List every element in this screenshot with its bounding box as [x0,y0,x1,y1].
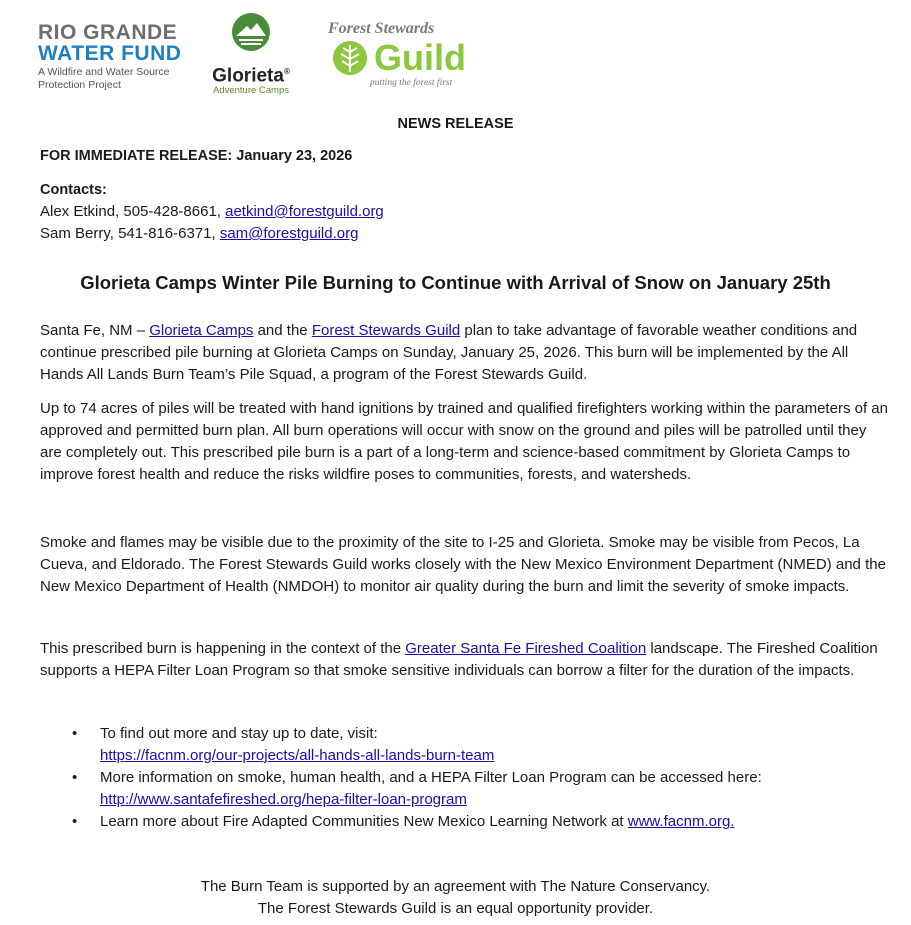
paragraph-fireshed: This prescribed burn is happening in the context of the Greater Santa Fe Fireshed Coalition landscape. The Fireshed Coalition supports a HEPA Filter Loan Program so that smoke sensitive individuals can borrow a filter for the duration of the impacts. [40,640,878,679]
glorieta-logo [196,12,306,96]
forest-stewards-guild-logo [328,20,478,89]
fsg-wordmark: Guild [374,37,466,78]
glorieta-subtitle: Adventure Camps [212,85,290,97]
paragraph-smoke: Smoke and flames may be visible due to the proximity of the site to I-25 and Glorieta. Smoke may be visible from Pecos, La Cueva, and Eldorado. The Forest Stewards Guild works closely with the New Mexico Environment Department (NMED) and the New Mexico Department of Health (NMDOH) to monitor air quality during the burn and limit the severity of smoke impacts. [40,534,886,595]
fsg-tagline: putting the forest first [370,78,453,88]
paragraph-acres: Up to 74 acres of piles will be treated with hand ignitions by trained and qualified firefighters working within the parameters of an approved and permitted burn plan. All burn operations will occur with snow on the ground and piles will be patrolled until they are completely out. This prescribed pile burn is a part of a long-term and science-based commitment by Glorieta Camps to improve forest health and reduce the risks wildfire poses to communities, forests, and watersheds. [40,400,888,483]
hepa-filter-link[interactable]: http://www.santafefireshed.org/hepa-filter-loan-program [100,791,467,808]
bullet-icon: • [72,813,78,830]
release-date: FOR IMMEDIATE RELEASE: January 23, 2026 [40,148,353,164]
bullet-icon: • [72,769,78,786]
logo-banner [36,16,496,96]
burn-team-link[interactable]: https://facnm.org/our-projects/all-hands-all-lands-burn-team [100,747,495,764]
list-item: • To find out more and stay up to date, visit: https://facnm.org/our-projects/all-hands-all-lands-burn-team [72,725,495,764]
forest-stewards-guild-link[interactable]: Forest Stewards Guild [311,322,461,339]
rgwf-line2: WATER FUND [38,42,182,65]
rgwf-tagline-1: A Wildfire and Water Source [38,66,170,78]
list-item: • Learn more about Fire Adapted Communities New Mexico Learning Network at www.facnm.org. [40,811,890,833]
contacts-block [40,179,384,245]
rgwf-line1: RIO GRANDE [38,21,178,44]
leaf-icon [330,38,370,78]
bullet-icon: • [72,725,78,742]
list-item: • More information on smoke, human health, and a HEPA Filter Loan Program can be accessed here: http://www.santafefireshed.org/hepa-filter-loan-program [72,769,762,808]
footer-line-1: The Burn Team is supported by an agreement with The Nature Conservancy. [200,878,711,895]
news-release-label: NEWS RELEASE [397,116,514,132]
fireshed-coalition-link[interactable]: Greater Santa Fe Fireshed Coalition [405,640,647,657]
resource-list [40,723,890,833]
contact-1-email-link[interactable]: aetkind@forestguild.org [225,203,384,220]
paragraph-intro: Santa Fe, NM – Glorieta Camps and the Forest Stewards Guild plan to take advantage of favorable weather conditions and continue prescribed pile burning at Glorieta Camps on Sunday, January 25, 2026. This burn will be implemented by the All Hands All Lands Burn Team’s Pile Squad, a program of the Forest Stewards Guild. [40,322,858,383]
glorieta-wordmark: Glorieta® [212,65,290,87]
rgwf-tagline-2: Protection Project [38,79,121,91]
glorieta-emblem-icon [227,12,275,56]
contact-2: Sam Berry, 541-816-6371, sam@forestguild.org [40,225,359,242]
contacts-label: Contacts: [40,182,107,198]
footer-line-2: The Forest Stewards Guild is an equal opportunity provider. [257,900,654,917]
rio-grande-water-fund-logo [38,22,188,91]
contact-2-email-link[interactable]: sam@forestguild.org [219,225,359,242]
contact-1: Alex Etkind, 505-428-8661, aetkind@forestguild.org [40,203,384,220]
fsg-title: Forest Stewards [328,20,435,37]
headline: Glorieta Camps Winter Pile Burning to Continue with Arrival of Snow on January 25th [80,272,831,293]
glorieta-camps-link[interactable]: Glorieta Camps [149,322,254,339]
footer [0,876,911,920]
facnm-link[interactable]: www.facnm.org. [627,813,735,830]
